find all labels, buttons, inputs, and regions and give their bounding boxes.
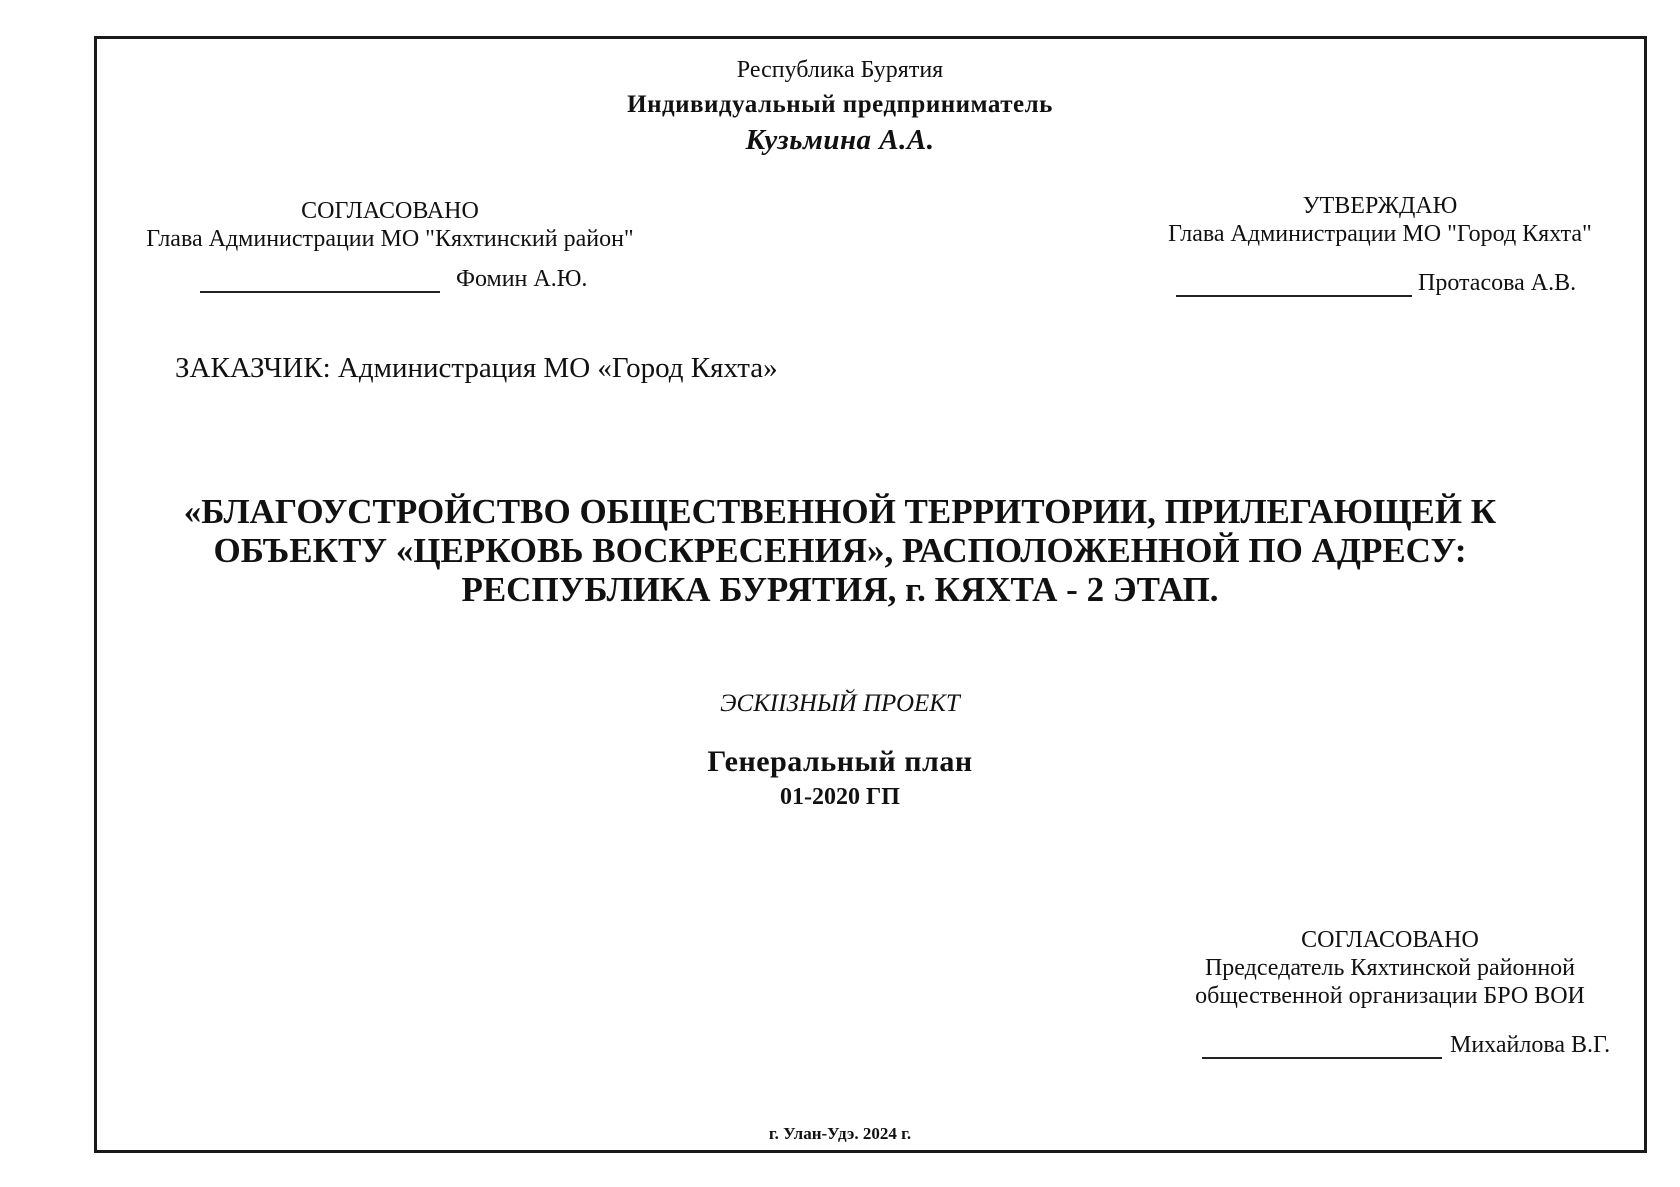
project-title-line: ОБЪЕКТУ «ЦЕРКОВЬ ВОСКРЕСЕНИЯ», РАСПОЛОЖЕННОЙ ПО АДРЕСУ: (213, 531, 1467, 570)
approval-right-position: Глава Администрации МО "Город Кяхта" (1168, 221, 1592, 247)
signature-row-left (200, 266, 587, 293)
region-name: Республика Бурятия (736, 57, 944, 83)
approval-block-right (1140, 192, 1620, 248)
approval-left-signer: Фомин А.Ю. (456, 266, 588, 292)
approval-bottom-signer: Михайлова В.Г. (1450, 1032, 1611, 1058)
approval-bottom-position: Председатель Кяхтинской районной (1204, 955, 1576, 981)
plan-code: 01-2020 ГП (780, 784, 900, 810)
project-title-line: РЕСПУБЛИКА БУРЯТИЯ, г. КЯХТА - 2 ЭТАП. (461, 570, 1219, 609)
project-title (0, 492, 1680, 609)
entrepreneur-name: Кузьмина А.А. (745, 124, 935, 156)
approval-right-signer: Протасова А.В. (1418, 270, 1577, 296)
entrepreneur-title: Индивидуальный предприниматель (627, 91, 1053, 118)
footer-city-year: г. Улан-Удэ. 2024 г. (768, 1124, 912, 1143)
approval-right-heading: УТВЕРЖДАЮ (1302, 193, 1458, 219)
approval-left-position: Глава Администрации МО "Кяхтинский район" (146, 226, 634, 252)
project-title-line: «БЛАГОУСТРОЙСТВО ОБЩЕСТВЕННОЙ ТЕРРИТОРИИ, ПРИЛЕГАЮЩЕЙ К (183, 492, 1497, 531)
signature-row-right (1176, 270, 1576, 297)
customer-line: ЗАКАЗЧИК: Администрация МО «Город Кяхта» (175, 352, 778, 384)
signature-row-bottom (1202, 1032, 1610, 1059)
approval-bottom-position: общественной организации БРО ВОИ (1195, 983, 1585, 1009)
approval-left-heading: СОГЛАСОВАНО (301, 198, 479, 224)
approval-block-left (110, 197, 670, 253)
approval-block-bottom (1150, 926, 1630, 1010)
approval-bottom-heading: СОГЛАСОВАНО (1301, 927, 1479, 953)
signature-line (1202, 1035, 1442, 1059)
plan-title: Генеральный план (707, 745, 973, 778)
signature-line (200, 269, 440, 293)
signature-line (1176, 273, 1412, 297)
project-stage: ЭСКIIЗНЫЙ ПРОЕКТ (720, 690, 960, 717)
